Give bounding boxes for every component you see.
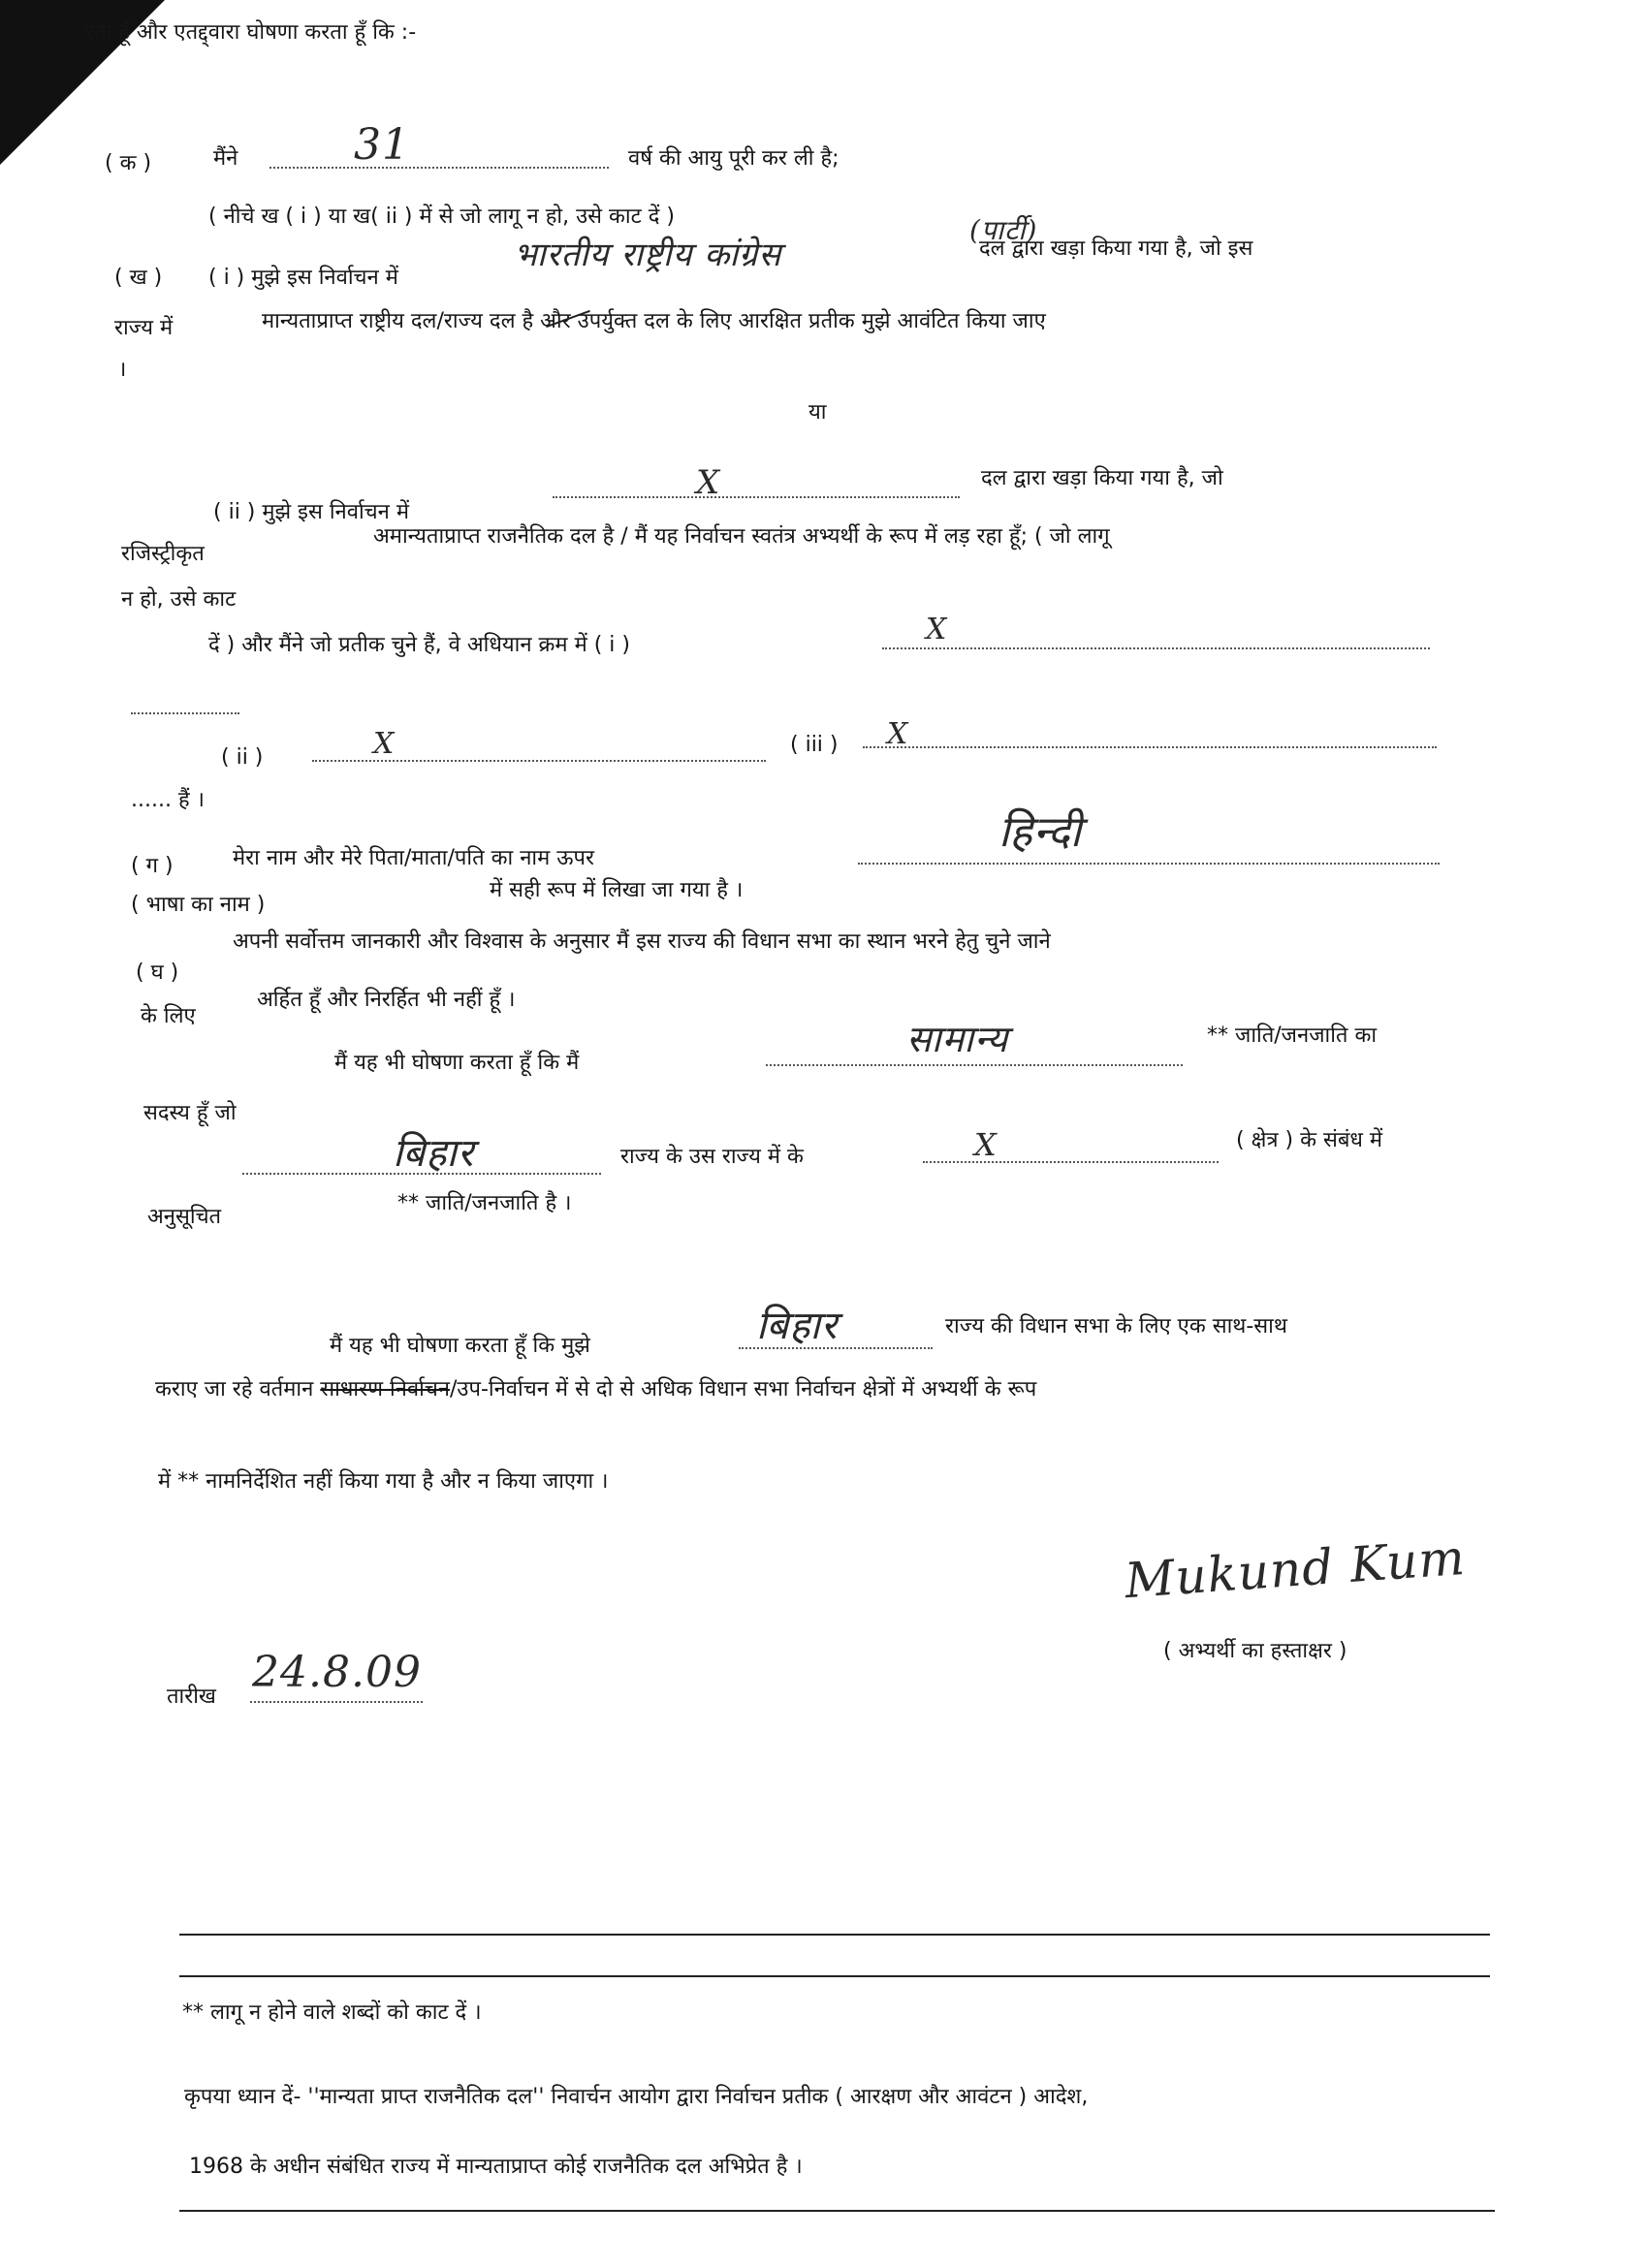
kha-ii-line3: न हो, उसे काट (121, 587, 237, 612)
state-value: बिहार (393, 1131, 475, 1176)
area-suffix: ( क्षेत्र ) के संबंध में (1236, 1128, 1383, 1152)
symbol3-value: X (887, 717, 909, 751)
kha-ii-value: X (696, 463, 721, 502)
party-note: (पार्टी) (969, 214, 1038, 246)
clause-gha-label: ( घ ) (136, 961, 179, 985)
symbol2-label: ( ii ) (221, 745, 264, 770)
symbol3-label: ( iii ) (790, 733, 839, 757)
gha-line2-a: के लिए (141, 1004, 196, 1028)
symbol2-value: X (373, 727, 396, 761)
decl2-line2 (155, 1376, 1036, 1403)
kha-ii-field-line (553, 496, 960, 498)
decl2-line3: में ** नामनिर्देशित नहीं किया गया है और न किया जाएगा । (158, 1469, 609, 1494)
decl2-prefix: मैं यह भी घोषणा करता हूँ कि मुझे (330, 1334, 590, 1358)
decl2-suffix: राज्य की विधान सभा के लिए एक साथ-साथ (945, 1314, 1287, 1339)
footnote-1: ** लागू न होने वाले शब्दों को काट दें । (182, 2000, 482, 2025)
kha-i-suffix: दल द्वारा खड़ा किया गया है, जो इस (979, 236, 1253, 261)
date-value: 24.8.09 (252, 1648, 422, 1697)
ga-line2-b: में सही रूप में लिखा जा गया है । (490, 878, 744, 902)
kha-i-line2-a: राज्य में (114, 316, 174, 340)
ga-text: मेरा नाम और मेरे पिता/माता/पति का नाम ऊपर (233, 846, 595, 870)
clause-kha-label: ( ख ) (114, 266, 163, 290)
instruction-line: ( नीचे ख ( i ) या ख( ii ) में से जो लागू न हो, उसे काट दें ) (208, 205, 675, 229)
footnote-rule-2 (179, 1975, 1490, 1977)
decl2-line2-b: /उप-निर्वाचन में से दो से अधिक विधान सभा निर्वाचन क्षेत्रों में अभ्यर्थी के रूप (450, 1377, 1037, 1402)
or-label: या (808, 400, 827, 425)
member-line: सदस्य हूँ जो (143, 1101, 237, 1125)
clause-ga-label: ( ग ) (131, 854, 174, 878)
clause-ka-prefix: मैंने (213, 146, 238, 171)
candidate-signature: Mukund Kum (1123, 1528, 1468, 1610)
clause-ka-label: ( क ) (105, 151, 152, 175)
footnote-rule-bottom (179, 2210, 1495, 2212)
date-label: तारीख (167, 1685, 216, 1709)
kha-i-end: । (118, 358, 127, 382)
caste-field-line (766, 1064, 1183, 1066)
kha-ii-line2-a: रजिस्ट्रीकृत (121, 542, 205, 566)
ga-line2-a: ( भाषा का नाम ) (131, 893, 266, 917)
sched-b: ** जाति/जनजाति है । (397, 1191, 572, 1215)
gha-line2-b: अर्हित हूँ और निरर्हित भी नहीं हूँ । (257, 988, 516, 1012)
caste-suffix: ** जाति/जनजाति का (1207, 1024, 1378, 1048)
area-field-line (923, 1161, 1219, 1163)
date-field-line (250, 1701, 423, 1703)
symbol1-value: X (926, 613, 948, 646)
caste-value: सामान्य (906, 1018, 1009, 1060)
kha-i-line2-b: मान्यताप्राप्त राष्ट्रीय दल/राज्य दल है और उपर्युक्त दल के लिए आरक्षित प्रतीक मुझे आवंटित किया जाए (262, 309, 1046, 333)
area-value: X (974, 1126, 998, 1163)
signature-label: ( अभ्यर्थी का हस्ताक्षर ) (1163, 1639, 1347, 1663)
footnote-rule-top (179, 1934, 1490, 1936)
kha-ii-suffix: दल द्वारा खड़ा किया गया है, जो (981, 466, 1223, 490)
kha-ii-end: ...... हैं । (131, 788, 205, 812)
age-field-line (269, 167, 609, 169)
decl2-struck-text: साधारण निर्वाचन (320, 1377, 450, 1402)
header-line: रता हूँ और एतद्द्वारा घोषणा करता हूँ कि :- (85, 20, 417, 45)
sched-a: अनुसूचित (147, 1205, 222, 1229)
kha-ii-prefix: ( ii ) मुझे इस निर्वाचन में (213, 500, 409, 524)
clause-ka-suffix: वर्ष की आयु पूरी कर ली है; (628, 146, 840, 171)
age-value: 31 (354, 120, 410, 170)
footnote-3: 1968 के अधीन संबंधित राज्य में मान्यताप्राप्त कोई राजनैतिक दल अभिप्रेत है । (189, 2155, 803, 2179)
language-field-line (858, 863, 1440, 865)
kha-ii-line2-b: अमान्यताप्राप्त राजनैतिक दल है / मैं यह निर्वाचन स्वतंत्र अभ्यर्थी के रूप में लड़ रहा हूँ; ( जो लागू (373, 524, 1110, 549)
decl2-line2-a: कराए जा रहे वर्तमान (155, 1377, 314, 1402)
state-mid: राज्य के उस राज्य में के (620, 1145, 804, 1169)
footnote-2: कृपया ध्यान दें- ''मान्यता प्राप्त राजनैतिक दल'' निवार्चन आयोग द्वारा निर्वाचन प्रतीक ( आरक्षण और आवंटन ) आदेश, (184, 2085, 1089, 2109)
language-value: हिन्दी (998, 807, 1083, 857)
symbol3-field-line (863, 746, 1437, 748)
symbol1-field-line (882, 647, 1430, 649)
kha-i-prefix: ( i ) मुझे इस निर्वाचन में (208, 266, 398, 290)
kha-ii-line4: दें ) और मैंने जो प्रतीक चुने हैं, वे अधियान क्रम में ( i ) (208, 633, 630, 657)
decl2-state-value: बिहार (756, 1304, 839, 1348)
gha-line1: अपनी सर्वोत्तम जानकारी और विश्वास के अनुसार मैं इस राज्य की विधान सभा का स्थान भरने हेतु चुने जाने (233, 929, 1051, 954)
party-value: भारतीय राष्ट्रीय कांग्रेस (514, 236, 782, 274)
caste-prefix: मैं यह भी घोषणा करता हूँ कि मैं (334, 1051, 580, 1075)
symbol1-continuation-line (131, 712, 239, 714)
